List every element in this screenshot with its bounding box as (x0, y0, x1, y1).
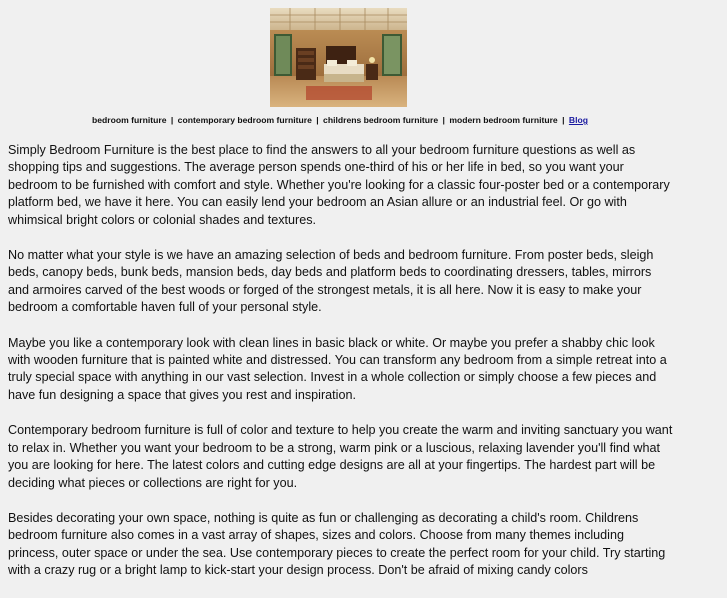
hero-image (270, 8, 407, 107)
nav-link-childrens-bedroom-furniture[interactable]: childrens bedroom furniture (323, 115, 439, 125)
nav-links (0, 115, 680, 125)
nav-link-contemporary-bedroom-furniture[interactable]: contemporary bedroom furniture (177, 115, 312, 125)
childrens-paragraph: Besides decorating your own space, nothing is quite as fun or challenging as decorating a child's room. Childrens bedroom furniture also comes in a vast array of shapes, sizes and colors. Choose from many themes including princess, outer space or under the sea. Use contemporary pieces to create the perfect room for your child. Try starting with a crazy rug or a bright lamp to kick-start your design process. Don't be afraid of mixing candy colors (8, 510, 666, 578)
nav-separator: | (442, 115, 445, 125)
nav-separator: | (562, 115, 565, 125)
nav-link-bedroom-furniture[interactable]: bedroom furniture (92, 115, 167, 125)
nav-link-modern-bedroom-furniture[interactable]: modern bedroom furniture (449, 115, 558, 125)
style-paragraph: No matter what your style is we have an amazing selection of beds and bedroom furniture. From poster beds, sleigh beds, canopy beds, bunk beds, mansion beds, day beds and platform beds to coordinating dressers, tables, mirrors and armoires carved of the best woods or forged of the strongest metals, it is all here. Now it is easy to make your bedroom a comfortable haven full of your personal style. (8, 248, 654, 315)
nav-separator: | (316, 115, 319, 125)
look-paragraph: Maybe you like a contemporary look with clean lines in basic black or white. Or maybe you prefer a shabby chic look with wooden furniture that is painted white and distressed. You can transform any bedroom from a simple retreat into a truly special space with anything in our vast selection. Invest in a whole collection or simply choose a few pieces and have fun designing a space that gives you rest and inspiration. (8, 335, 667, 402)
intro-paragraph: Simply Bedroom Furniture is the best place to find the answers to all your bedroom furniture questions as well as shopping tips and suggestions. The average person spends one-third of his or her life in bed, so you want your bedroom to be furnished with comfort and style. Whether you're looking for a classic four-poster bed or a contemporary platform bed, we have it here. You can easily lend your bedroom an Asian allure or an industrial feel. Or go with whimsical bright colors or colonial shades and textures. (8, 143, 670, 227)
nav-link-blog[interactable]: Blog (568, 115, 588, 125)
contemporary-paragraph: Contemporary bedroom furniture is full of color and texture to help you create the warm and inviting sanctuary you want to relax in. Whether you want your bedroom to be a strong, warm pink or a luscious, relaxing lavender you'll find what you are looking for here. The latest colors and cutting edge designs are all at your fingertips. The hardest part will be deciding what pieces or collections are right for you. (8, 423, 673, 490)
main-content (8, 142, 673, 598)
nav-separator: | (170, 115, 174, 125)
bedroom-photo (270, 8, 407, 107)
